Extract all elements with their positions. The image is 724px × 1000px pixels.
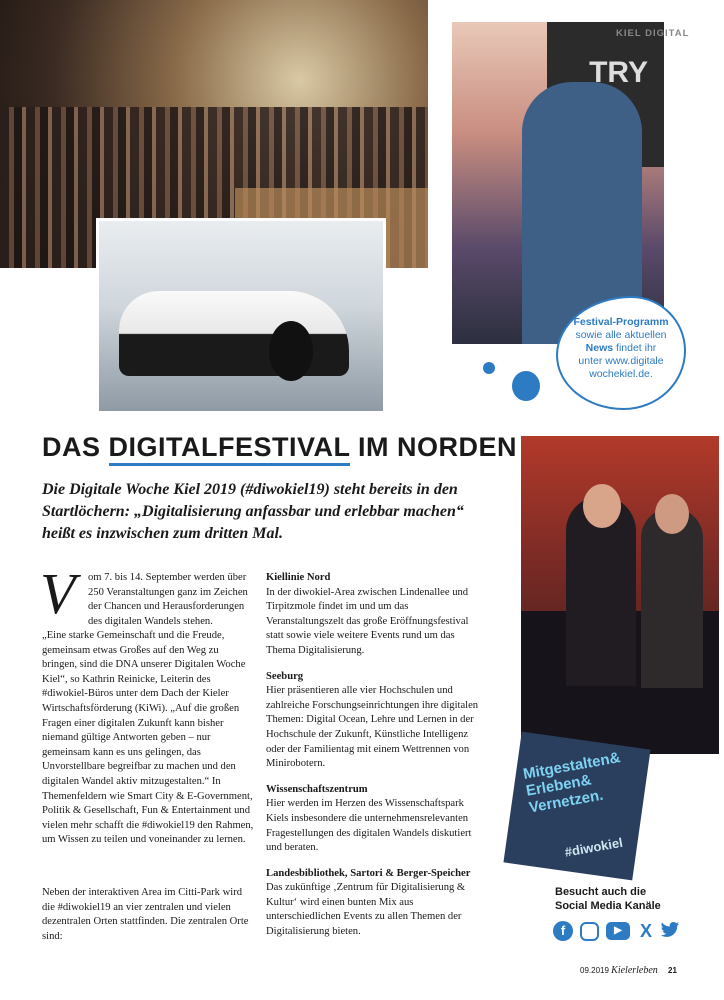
diwokiel-flyer (503, 732, 650, 881)
title-part-2: IM NORDEN (350, 432, 518, 462)
social-media-title (555, 885, 661, 913)
twitter-bird-glyph (660, 921, 680, 939)
bubble-news: News (585, 342, 614, 354)
flyer-text: Mitgestalten& Erleben& Vernetzen. (521, 749, 622, 817)
section-tag: KIEL DIGITAL (616, 28, 690, 39)
section-heading: Landesbibliothek, Sartori & Berger-Speicher (266, 867, 471, 879)
bubble-line-3: findet ihr (613, 342, 657, 354)
backdrop-text: TRY (589, 56, 648, 89)
title-part-1: DAS (42, 432, 109, 462)
social-title-line-2: Social Media Kanäle (555, 900, 661, 912)
section-text: Hier werden im Herzen des Wissenschaftspark Kiels insbesondere die unternehmensrelevanten Fragestellungen des digitalen Wandels diskutiert und beraten. (266, 798, 472, 854)
page-number: 21 (668, 966, 677, 975)
participant-head (655, 494, 689, 534)
title-highlight: DIGITALFESTIVAL (109, 432, 351, 466)
bubble-line-4: unter www.digitale (578, 355, 664, 367)
twitter-icon[interactable] (660, 921, 680, 941)
magazine-brand: Kielerleben (611, 965, 658, 976)
social-title-line-1: Besucht auch die (555, 886, 647, 898)
section-heading: Wissenschaftszentrum (266, 783, 368, 795)
section-text: In der diwokiel-Area zwischen Lindenallee und Tirpitzmole findet im und um das Veranstaltungszelt das große Eröffnungsfestival statt sowie viele weitere Events rund um das Thema Digitalisierung. (266, 586, 469, 656)
lead-paragraph: Die Digitale Woche Kiel 2019 (#diwokiel19) steht bereits in den Startlöchern: „Digitalisierung anfassbar und erlebbar machen“ heißt es inzwischen zum dritten Mal. (42, 481, 464, 542)
page-footer (580, 965, 677, 976)
panel-discussion-photo (521, 436, 719, 754)
race-car-wheel (269, 321, 313, 381)
section-text: Hier präsentieren alle vier Hochschulen und zahlreiche Forschungseinrichtungen ihre digitalen Themen: Digital Ocean, Lehre und Lernen in der Hochschule der Zukunft, Künstliche Intelligenz oder der Familientag mit einem Wettrennen von Minirobotern. (266, 685, 479, 770)
locations-column (266, 571, 486, 940)
race-car (119, 291, 349, 376)
bubble-line-2: sowie alle aktuellen (575, 329, 667, 341)
article-locations-intro: Neben der interaktiven Area im Citti-Park wird die #diwokiel19 an vier zentralen und vielen dezentralen Orten stattfinden. Die zentralen Orte sind: (42, 887, 249, 942)
decor-dot (483, 362, 495, 374)
decor-dot (512, 371, 540, 401)
section-heading: Seeburg (266, 670, 304, 682)
article-body: „Eine starke Gemeinschaft und die Freude, gemeinsam etwas Großes auf den Weg zu bringen, sind die DNA unserer Digitalen Woche Kiel“, so Kathrin Reinicke, Leiterin des #diwokiel-Büros unter dem Dach der Kieler Wirtschaftsförderung (KiWi). „Auf die großen Fragen einer digitalen Zukunft kann bisher niemand gültige Antworten geben – nur gemeinsam kann es uns gelingen, das Unvorstellbare begreifbar zu machen und den digitalen Wandel aktiv mitzugestalten.“ In Themenfeldern wie Smart City & E-Government, Politik & Gesellschaft, Fun & Entertainment und vielen mehr schafft die #diwokiel19 den Rahmen, um Wissen zu teilen und voneinander zu lernen. (42, 630, 254, 846)
speaker-head (583, 484, 621, 528)
youtube-icon[interactable]: ▶ (606, 922, 630, 940)
instagram-icon[interactable] (580, 922, 599, 941)
issue-date: 09.2019 (580, 966, 609, 975)
bubble-title: Festival-Programm (573, 316, 669, 328)
xing-icon[interactable]: X (639, 921, 652, 941)
article-intro: om 7. bis 14. September werden über 250 Veranstaltungen ganz im Zeichen der Chancen und Herausforderungen des digitalen Wandels stehen. (88, 572, 248, 627)
panel-participant (641, 508, 703, 688)
flyer-hashtag: #diwokiel (563, 834, 624, 860)
section-heading: Kiellinie Nord (266, 572, 331, 583)
race-car-photo (96, 218, 386, 414)
facebook-icon[interactable]: f (553, 921, 573, 941)
bubble-line-5: wochekiel.de. (589, 368, 653, 380)
section-text: Das zukünftige ‚Zentrum für Digitalisierung & Kultur‘ wird einen bunten Mix aus unterschiedlichen Events zu allen Themen der Digitalisierung bieten. (266, 882, 466, 938)
drop-cap: V (40, 561, 76, 626)
page-title (42, 432, 517, 463)
